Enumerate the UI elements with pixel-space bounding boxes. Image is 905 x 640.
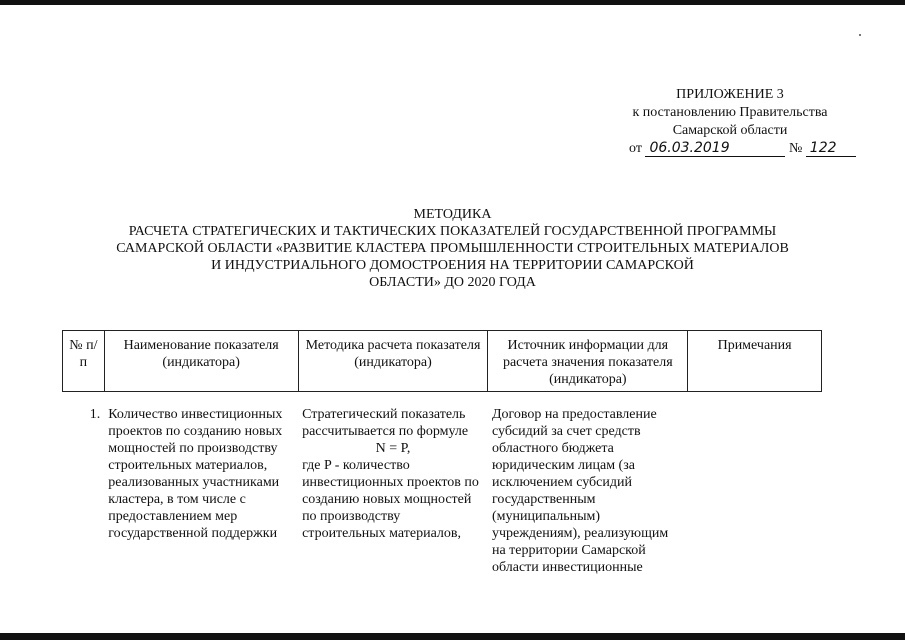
title-line-1: РАСЧЕТА СТРАТЕГИЧЕСКИХ И ТАКТИЧЕСКИХ ПОКАЗАТЕЛЕЙ ГОСУДАРСТВЕННОЙ ПРОГРАММЫ	[128, 224, 777, 239]
appendix-line-1: к постановлению Правительства	[632, 105, 828, 120]
title-line-2: САМАРСКОЙ ОБЛАСТИ «РАЗВИТИЕ КЛАСТЕРА ПРОМЫШЛЕННОСТИ СТРОИТЕЛЬНЫХ МАТЕРИАЛОВ	[116, 241, 789, 256]
appendix-line-2: Самарской области	[672, 123, 788, 138]
header-number: № п/п	[63, 331, 105, 392]
page-top-border	[0, 0, 905, 5]
page-bottom-border	[0, 633, 905, 640]
row-notes	[688, 406, 822, 578]
header-source: Источник информации для расчета значения показателя (индикатора)	[488, 331, 688, 392]
header-notes: Примечания	[688, 331, 822, 392]
method-description: где P - количество инвестиционных проектов по созданию новых мощностей по производству строительных материалов,	[302, 458, 479, 541]
method-intro: Стратегический показатель рассчитывается по формуле	[302, 407, 469, 439]
row-method	[298, 406, 488, 578]
scan-speck	[859, 34, 861, 36]
document-title	[80, 206, 825, 291]
row-number: 1.	[89, 407, 101, 422]
title-line-4: ОБЛАСТИ» ДО 2020 ГОДА	[369, 275, 536, 290]
decree-date-number	[629, 140, 856, 157]
method-formula: N = P,	[375, 441, 411, 456]
title-heading: МЕТОДИКА	[413, 207, 492, 222]
header-method: Методика расчета показателя (индикатора)	[298, 331, 488, 392]
table-header-row	[63, 331, 822, 392]
header-indicator-name: Наименование показателя (индикатора)	[104, 331, 298, 392]
appendix-block	[600, 86, 860, 140]
table-gap	[63, 392, 822, 407]
number-label: №	[788, 141, 803, 156]
from-label: от	[629, 141, 642, 156]
table-row	[63, 406, 822, 578]
row-source: Договор на предоставление субсидий за счет средств областного бюджета юридическим лицам (за исключением субсидий государственным (муниципальным) учреждениям), реализующим на территории Самарской области инвестиционные	[491, 407, 669, 575]
appendix-title: ПРИЛОЖЕНИЕ 3	[676, 87, 784, 102]
title-line-3: И ИНДУСТРИАЛЬНОГО ДОМОСТРОЕНИЯ НА ТЕРРИТОРИИ САМАРСКОЙ	[211, 258, 694, 273]
row-indicator-name: Количество инвестиционных проектов по созданию новых мощностей по производству строительных материалов, реализованных участниками кластера, в том числе с предоставлением мер государственной поддержки	[108, 407, 283, 541]
handwritten-date: 06.03.2019	[645, 140, 785, 157]
handwritten-number: 122	[806, 140, 856, 157]
indicators-table	[62, 330, 822, 578]
